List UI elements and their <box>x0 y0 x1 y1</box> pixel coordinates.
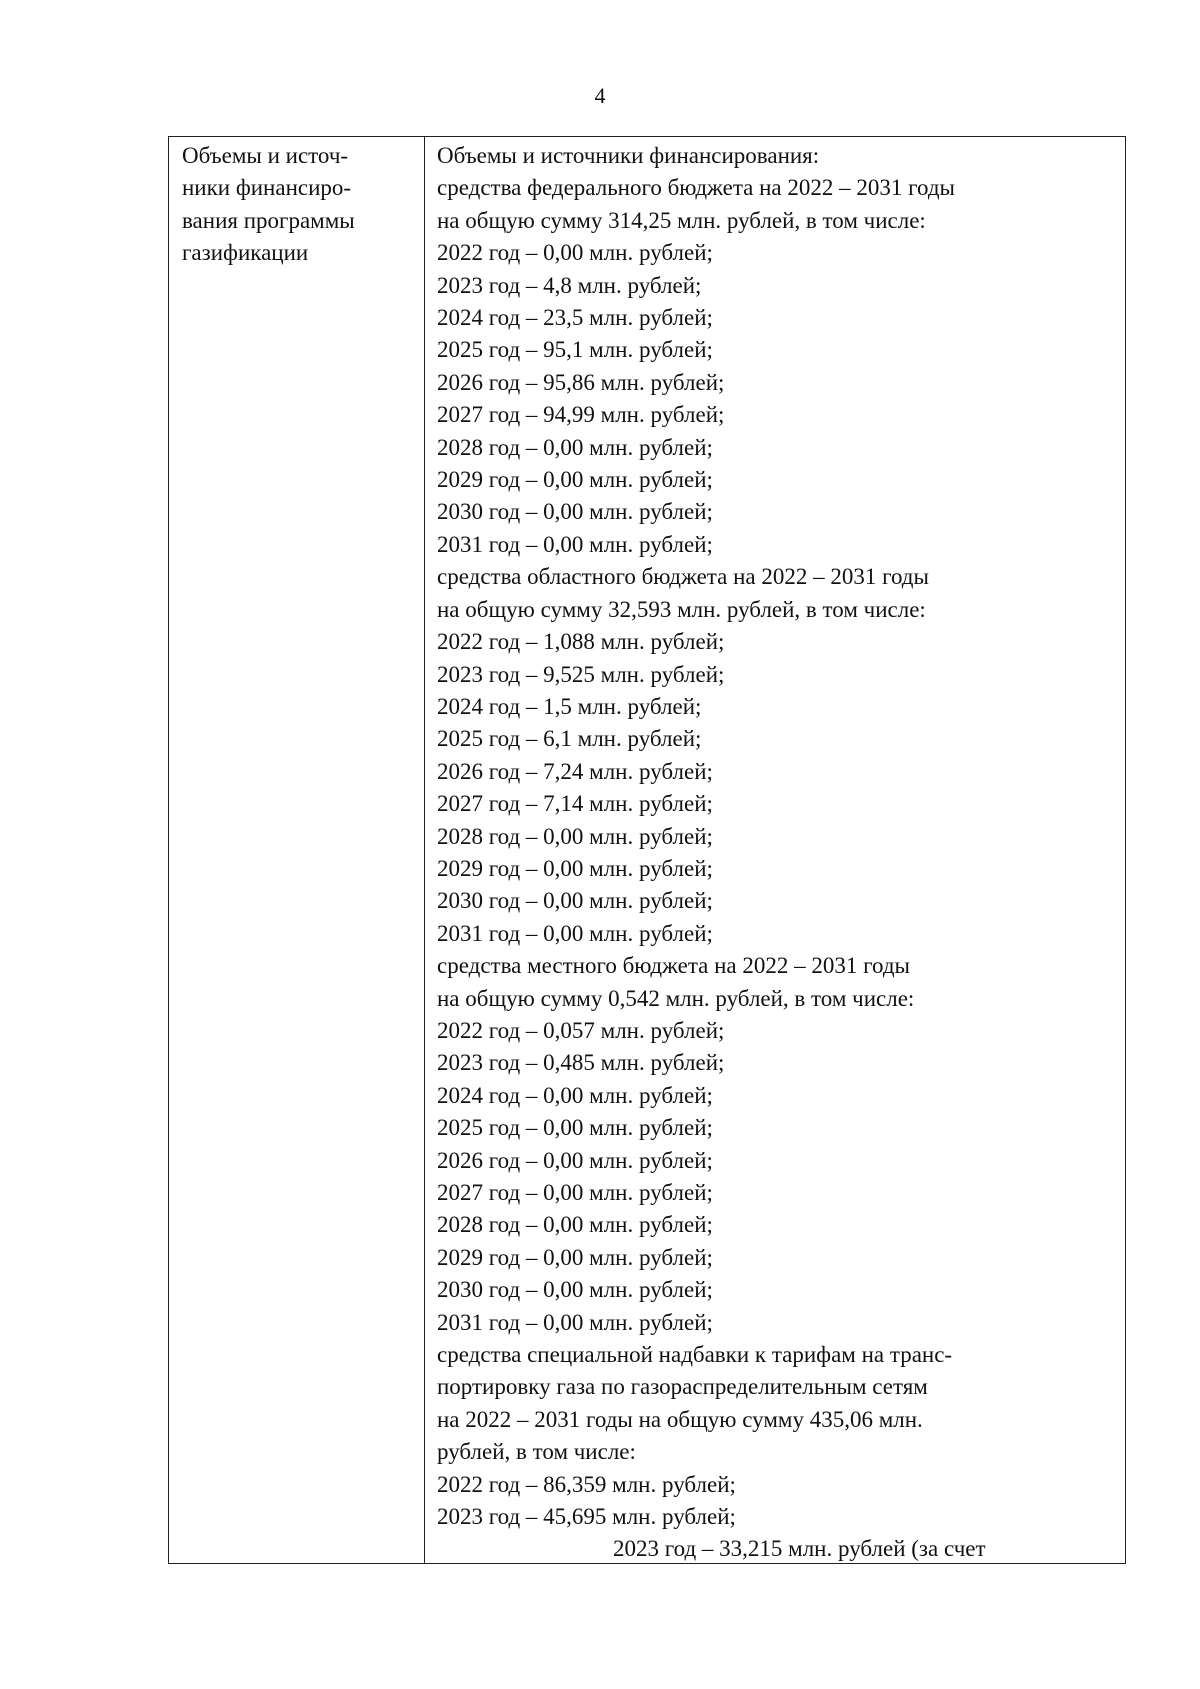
content-line: 2022 год – 0,00 млн. рублей; <box>437 240 713 266</box>
content-line: 2031 год – 0,00 млн. рублей; <box>437 531 713 557</box>
content-line: Объемы и источники финансирования: <box>437 143 820 168</box>
content-line: 2024 год – 1,5 млн. рублей; <box>437 693 702 719</box>
content-line: 2031 год – 0,00 млн. рублей; <box>437 1309 713 1335</box>
content-line: на общую сумму 0,542 млн. рублей, в том числе: <box>437 985 915 1011</box>
content-line: 2025 год – 6,1 млн. рублей; <box>437 726 702 752</box>
content-line: 2027 год – 94,99 млн. рублей; <box>437 402 725 428</box>
content-line: средства местного бюджета на 2022 – 2031 годы <box>437 953 910 979</box>
content-line: 2022 год – 86,359 млн. рублей; <box>437 1471 736 1497</box>
content-line: 2024 год – 0,00 млн. рублей; <box>437 1082 713 1108</box>
content-line: 2027 год – 0,00 млн. рублей; <box>437 1180 713 1205</box>
content-line: средства федерального бюджета на 2022 – 2031 годы <box>437 175 955 201</box>
content-line: на общую сумму 32,593 млн. рублей, в том числе: <box>437 596 926 622</box>
content-line: 2028 год – 0,00 млн. рублей; <box>437 823 713 849</box>
label-line: Объемы и источ- <box>182 143 349 168</box>
content-line: 2030 год – 0,00 млн. рублей; <box>437 499 713 525</box>
content-line: 2030 год – 0,00 млн. рублей; <box>437 1277 713 1303</box>
content-line: на общую сумму 314,25 млн. рублей, в том числе: <box>437 207 926 233</box>
content-line: 2024 год – 23,5 млн. рублей; <box>437 305 713 331</box>
content-line: средства специальной надбавки к тарифам на транс- <box>437 1342 953 1368</box>
content-line: 2028 год – 0,00 млн. рублей; <box>437 434 713 460</box>
content-line: 2023 год – 0,485 млн. рублей; <box>437 1050 725 1076</box>
content-line: 2023 год – 9,525 млн. рублей; <box>437 661 725 687</box>
content-line: 2026 год – 7,24 млн. рублей; <box>437 758 713 784</box>
content-line: 2026 год – 95,86 млн. рублей; <box>437 369 725 395</box>
content-line: на 2022 – 2031 годы на общую сумму 435,06 млн. <box>437 1406 923 1432</box>
content-line: 2023 год – 45,695 млн. рублей; <box>437 1504 736 1530</box>
content-line: 2022 год – 1,088 млн. рублей; <box>437 629 725 655</box>
content-line: 2022 год – 0,057 млн. рублей; <box>437 1017 725 1043</box>
label-line: ники финансиро- <box>182 175 352 201</box>
content-line: портировку газа по газораспределительным сетям <box>437 1374 928 1400</box>
label-line: вания программы <box>182 207 355 233</box>
content-line: рублей, в том числе: <box>437 1439 636 1465</box>
page-number: 4 <box>594 83 606 108</box>
content-line: 2023 год – 4,8 млн. рублей; <box>437 272 702 298</box>
content-line: 2030 год – 0,00 млн. рублей; <box>437 888 713 914</box>
content-line-continued: 2023 год – 33,215 млн. рублей (за счет <box>613 1536 986 1562</box>
content-line: 2027 год – 7,14 млн. рублей; <box>437 791 713 817</box>
table-label-cell <box>169 137 425 1563</box>
content-line: средства областного бюджета на 2022 – 2031 годы <box>437 564 929 590</box>
content-line: 2026 год – 0,00 млн. рублей; <box>437 1147 713 1173</box>
content-line: 2025 год – 95,1 млн. рублей; <box>437 337 713 363</box>
passport-table <box>168 136 1126 1564</box>
content-line: 2029 год – 0,00 млн. рублей; <box>437 1244 713 1270</box>
content-line: 2029 год – 0,00 млн. рублей; <box>437 855 713 881</box>
content-line: 2031 год – 0,00 млн. рублей; <box>437 920 713 946</box>
label-line: газификации <box>182 240 309 266</box>
table-content-cell <box>425 137 1125 1563</box>
content-line: 2029 год – 0,00 млн. рублей; <box>437 467 713 493</box>
content-line: 2028 год – 0,00 млн. рублей; <box>437 1212 713 1238</box>
content-line: 2025 год – 0,00 млн. рублей; <box>437 1115 713 1141</box>
